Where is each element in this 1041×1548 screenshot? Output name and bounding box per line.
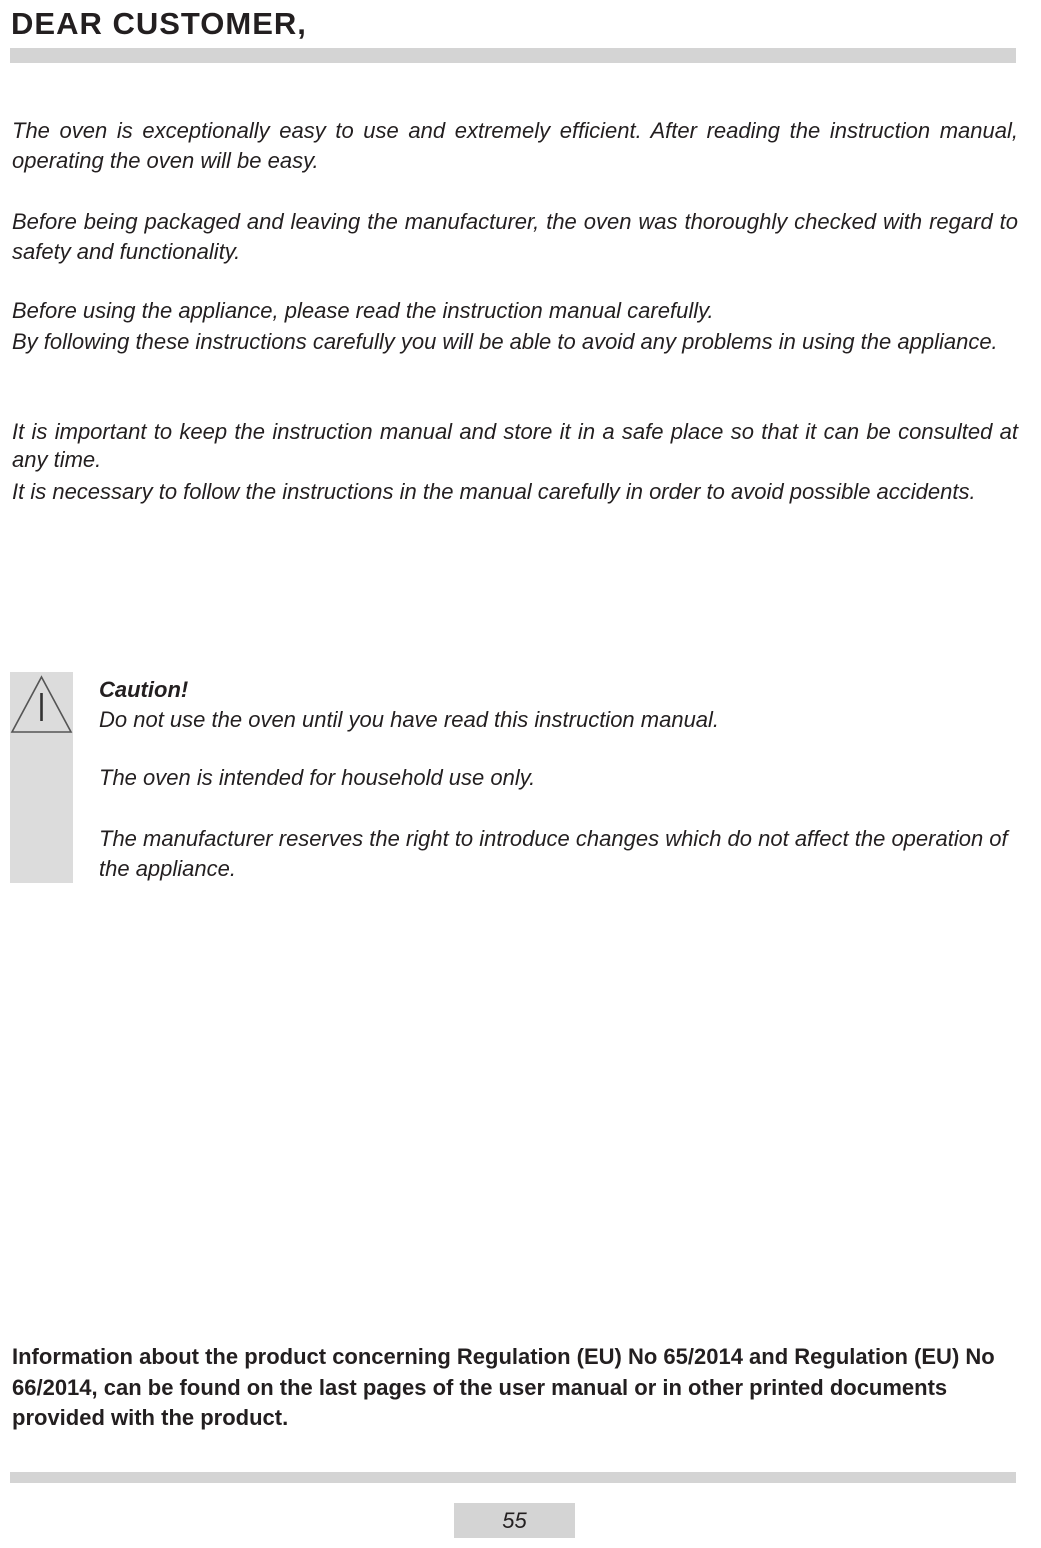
footer-divider bbox=[10, 1472, 1016, 1483]
intro-paragraph-keep-manual: It is important to keep the instruction manual and store it in a safe place so that it can be consulted at any time. bbox=[12, 419, 1018, 472]
intro-paragraph-safety-check: Before being packaged and leaving the manufacturer, the oven was thoroughly checked with regard to safety and functionality. bbox=[12, 209, 1018, 264]
caution-household-use: The oven is intended for household use only. bbox=[99, 765, 536, 790]
caution-manufacturer-changes: The manufacturer reserves the right to introduce changes which do not affect the operation of the appliance. bbox=[99, 826, 1008, 881]
warning-triangle-icon bbox=[10, 673, 73, 735]
regulation-info: Information about the product concerning Regulation (EU) No 65/2014 and Regulation (EU) No 66/2014, can be found on the last pages of the user manual or in other printed documents provided with the product. bbox=[12, 1344, 995, 1430]
intro-paragraph-avoid-accidents: It is necessary to follow the instructions in the manual carefully in order to avoid possible accidents. bbox=[12, 479, 976, 504]
header-divider bbox=[10, 48, 1016, 63]
page-number: 55 bbox=[454, 1503, 575, 1538]
caution-title: Caution! bbox=[99, 677, 189, 702]
page-title: DEAR CUSTOMER, bbox=[11, 6, 307, 41]
intro-paragraph-read-manual: Before using the appliance, please read the instruction manual carefully. bbox=[12, 298, 714, 323]
intro-paragraph-follow-instructions: By following these instructions carefully you will be able to avoid any problems in using the appliance. bbox=[12, 329, 998, 354]
intro-paragraph-ease-of-use: The oven is exceptionally easy to use and extremely efficient. After reading the instruction manual, operating the oven will be easy. bbox=[12, 118, 1018, 173]
caution-read-manual: Do not use the oven until you have read this instruction manual. bbox=[99, 707, 720, 732]
